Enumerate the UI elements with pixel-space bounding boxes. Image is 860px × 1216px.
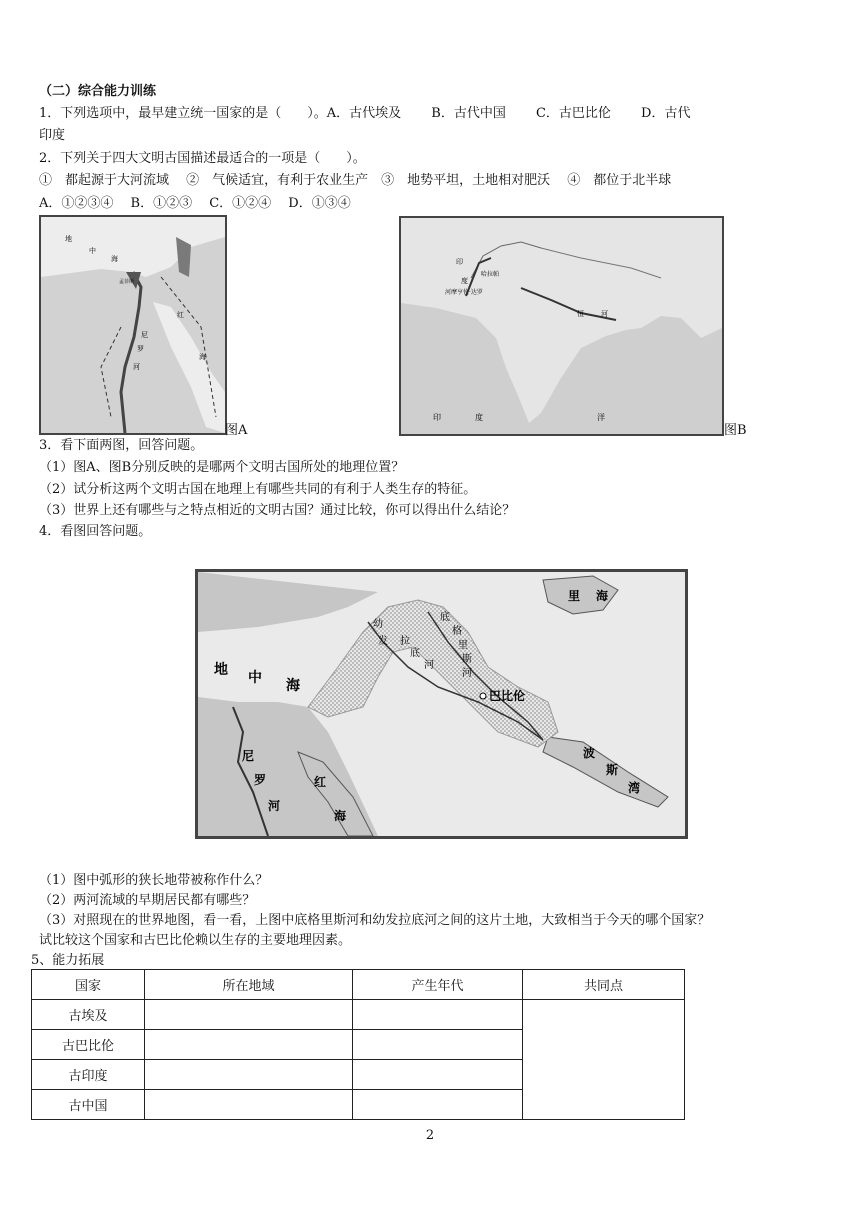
q3-sub3: （3）世界上还有哪些与之特点相近的文明古国？通过比较，你可以得出什么结论？ — [39, 503, 516, 518]
map-c-tigris-label-5: 河 — [462, 668, 472, 679]
map-c-nile-label-1: 尼 — [242, 749, 255, 763]
map-c-caspian-label-1: 里 — [568, 589, 581, 603]
row-country: 古中国 — [32, 1090, 145, 1120]
map-b-harappa-label: 哈拉帕 — [481, 271, 500, 278]
table-header-row — [32, 970, 685, 1000]
map-c-mesopotamia — [195, 569, 688, 839]
common-points-cell[interactable] — [523, 1000, 685, 1120]
map-a-town-label: 孟菲斯 — [119, 279, 135, 285]
q1-stem: 1．下列选项中，最早建立统一国家的是（ ）。A．古代埃及 B．古代中国 C．古巴比伦 D．古代 — [39, 106, 691, 121]
q4-stem: 4．看图回答问题。 — [39, 524, 152, 539]
row-region-cell[interactable] — [145, 1090, 353, 1120]
q5-title: 5、能力拓展 — [31, 953, 105, 968]
map-c-euphrates-label-2: 发 — [378, 636, 388, 647]
map-b-india — [399, 216, 724, 436]
ability-table — [31, 969, 685, 1120]
q3-sub2: （2）试分析这两个文明古国在地理上有哪些共同的有利于人类生存的特征。 — [39, 482, 477, 497]
header-country: 国家 — [32, 970, 145, 1000]
map-b-indus-label-1: 印 — [456, 258, 463, 266]
map-a-nile-label-1: 尼 — [141, 331, 148, 339]
table-row — [32, 1000, 685, 1030]
map-b-caption: 图B — [724, 423, 747, 438]
q2-stem: 2．下列关于四大文明古国描述最适合的一项是（ ）。 — [39, 151, 366, 166]
map-a-egypt — [39, 215, 227, 435]
q4-sub2: （2）两河流域的早期居民都有哪些？ — [39, 893, 256, 908]
map-b-ocean-label-1: 印 — [433, 413, 441, 422]
map-c-med-label-3: 海 — [286, 678, 300, 694]
q2-options: A．①②③④ B．①②③ C．①②④ D．①③④ — [39, 196, 351, 211]
row-era-cell[interactable] — [353, 1060, 523, 1090]
map-a-caption: 图A — [225, 423, 248, 438]
q4-sub3: （3）对照现在的世界地图，看一看，上图中底格里斯河和幼发拉底河之间的这片土地，大致相当于今天的哪个国家？ — [39, 913, 711, 928]
map-c-nile-label-3: 河 — [268, 799, 281, 813]
map-a-sea-label-3: 海 — [111, 255, 118, 263]
map-a-red-label-2: 海 — [199, 353, 206, 361]
map-c-med-label-2: 中 — [248, 670, 262, 686]
map-c-euphrates-label-5: 河 — [424, 660, 434, 671]
row-region-cell[interactable] — [145, 1000, 353, 1030]
q4-sub3-cont: 试比较这个国家和古巴比伦赖以生存的主要地理因素。 — [39, 933, 352, 948]
map-c-euphrates-label-4: 底 — [410, 648, 420, 659]
row-country: 古巴比伦 — [32, 1030, 145, 1060]
q2-items: ① 都起源于大河流域 ② 气候适宜，有利于农业生产 ③ 地势平坦，土地相对肥沃 ④ 都位于北半球 — [39, 173, 672, 188]
map-c-gulf-label-1: 波 — [583, 746, 596, 760]
map-c-babylon-label: 巴比伦 — [489, 689, 526, 703]
map-c-gulf-label-3: 湾 — [628, 781, 641, 795]
map-b-indus-label-2: 度 — [461, 277, 468, 285]
map-c-tigris-label-3: 里 — [458, 640, 468, 651]
map-a-red-label-1: 红 — [177, 311, 184, 319]
q3-sub1: （1）图A、图B分别反映的是哪两个文明古国所处的地理位置？ — [39, 460, 405, 475]
page-number: 2 — [425, 1128, 435, 1143]
q3-stem: 3．看下面两图，回答问题。 — [39, 438, 204, 453]
map-c-tigris-label-1: 底 — [440, 612, 450, 623]
map-c-tigris-label-4: 斯 — [462, 654, 472, 665]
map-c-nile-label-2: 罗 — [254, 773, 267, 787]
row-region-cell[interactable] — [145, 1030, 353, 1060]
section-title: （二）综合能力训练 — [39, 84, 157, 99]
header-region: 所在地域 — [145, 970, 353, 1000]
row-country: 古埃及 — [32, 1000, 145, 1030]
map-c-euphrates-label-1: 幼 — [373, 619, 383, 630]
map-c-gulf-label-2: 斯 — [606, 763, 619, 777]
row-era-cell[interactable] — [353, 1000, 523, 1030]
map-c-red-label-2: 海 — [334, 809, 347, 823]
map-a-sea-label-2: 中 — [89, 247, 96, 255]
map-b-ocean-label-2: 度 — [475, 413, 483, 422]
map-b-ocean-label-3: 洋 — [597, 413, 605, 422]
map-b-ganges-label-1: 恒 — [577, 310, 584, 318]
map-c-red-label-1: 红 — [314, 775, 327, 789]
q1-stem-cont: 印度 — [39, 128, 66, 143]
map-c-med-label-1: 地 — [214, 662, 228, 678]
header-common: 共同点 — [523, 970, 685, 1000]
q4-sub1: （1）图中弧形的狭长地带被称作什么？ — [39, 873, 269, 888]
map-a-sea-label-1: 地 — [65, 235, 72, 243]
map-c-caspian-label-2: 海 — [596, 589, 609, 603]
map-a-nile-label-3: 河 — [133, 363, 140, 371]
map-c-euphrates-label-3: 拉 — [400, 636, 410, 647]
row-region-cell[interactable] — [145, 1060, 353, 1090]
map-c-tigris-label-2: 格 — [452, 626, 462, 637]
map-b-ganges-label-2: 河 — [601, 310, 608, 318]
header-era: 产生年代 — [353, 970, 523, 1000]
row-era-cell[interactable] — [353, 1090, 523, 1120]
row-country: 古印度 — [32, 1060, 145, 1090]
row-era-cell[interactable] — [353, 1030, 523, 1060]
map-a-nile-label-2: 罗 — [137, 345, 144, 353]
map-b-mohenjo-label: 河摩亨佐·达罗 — [445, 289, 483, 296]
